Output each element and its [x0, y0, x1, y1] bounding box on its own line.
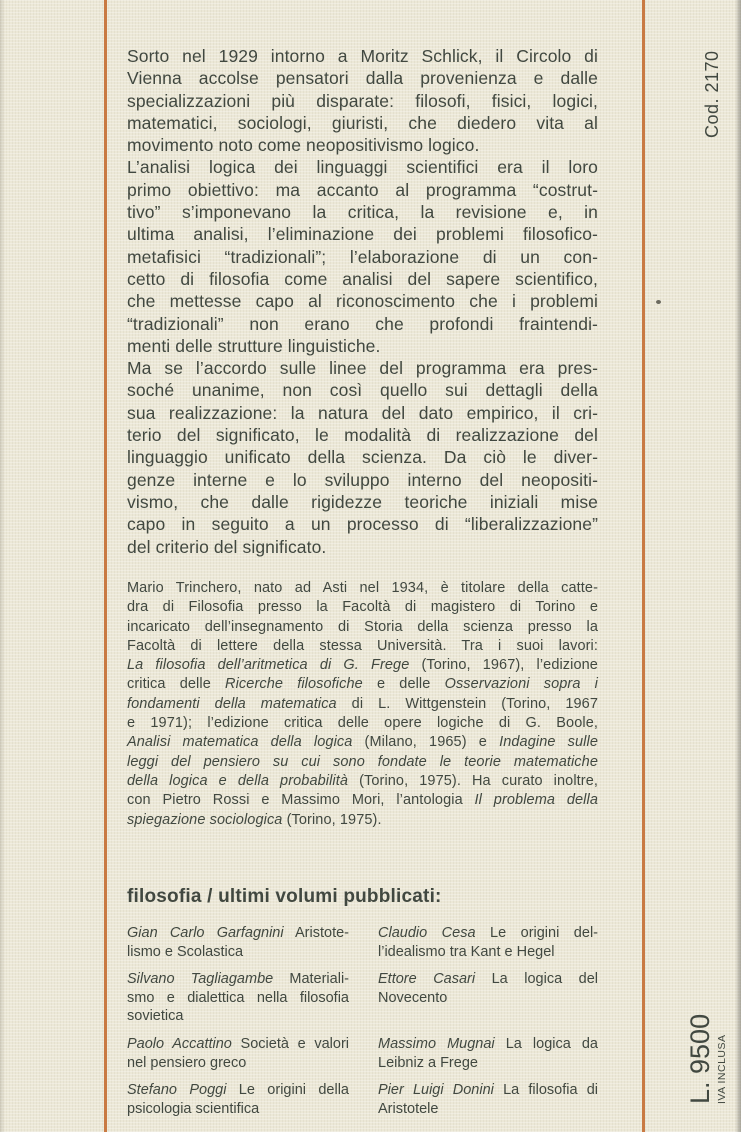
price-block [687, 1014, 728, 1104]
book-item [127, 1035, 349, 1072]
text-line: menti delle strutture linguistiche. [127, 335, 381, 356]
text-line: smo e dialettica nella filosofia [127, 989, 349, 1006]
text-line: Aristotele [378, 1100, 439, 1117]
text-line: Pier Luigi Donini La filosofia di [378, 1082, 598, 1099]
text-line: terio del significato, le modalità di realizzazione del [127, 425, 598, 446]
text-line: genze interne e lo sviluppo interno del neopositi- [127, 469, 598, 490]
text-line: ultima analisi, l’eliminazione dei problemi filosofico- [127, 224, 598, 245]
text-line: incaricato dell’insegnamento di Storia della scienza presso la [127, 618, 598, 635]
text-line: capo in seguito a un processo di “liberalizzazione” [127, 514, 598, 535]
book-item [378, 1081, 598, 1118]
text-line: Sorto nel 1929 intorno a Moritz Schlick, il Circolo di [127, 46, 598, 66]
catalog-row [127, 924, 598, 961]
paragraph [127, 45, 598, 156]
vat-label: IVA INCLUSA [716, 1034, 728, 1104]
text-line: Ettore Casari La logica del [378, 971, 599, 988]
text-line: e 1971); l’edizione critica delle opere logiche di G. Boole, [127, 715, 598, 732]
text-line: della logica e della probabilità (Torino, 1975). Ha curato inoltre, [127, 772, 598, 789]
text-line: movimento noto come neopositivismo logico. [127, 135, 480, 156]
text-line: Claudio Cesa Le origini del- [378, 925, 598, 941]
blurb [127, 45, 598, 558]
scan-right-edge-shadow [735, 0, 741, 1132]
code-label: Cod. 2170 [702, 50, 722, 138]
text-line: dra di Filosofia presso la Facoltà di magistero di Torino e [127, 599, 598, 616]
text-line: vismo, che dalle rigidezze teoriche iniziali mise [127, 491, 598, 512]
catalog-heading: filosofia / ultimi volumi pubblicati: [127, 886, 442, 907]
text-line: sovietica [127, 1008, 184, 1025]
text-line: Vienna accolse pensatori dalla provenienza e dalle [127, 68, 598, 89]
catalog-row [127, 1035, 598, 1072]
text-line: specializzazioni più disparate: filosofi, fisici, logici, [127, 90, 598, 111]
left-orange-rule [104, 0, 107, 1132]
text-line: cetto di filosofia come analisi del sapere scientifico, [127, 268, 598, 289]
text-line: Paolo Accattino Società e valori [127, 1035, 349, 1052]
catalog-list [127, 924, 598, 1127]
text-line: lismo e Scolastica [127, 943, 244, 960]
book-item [378, 1035, 598, 1072]
text-line: spiegazione sociologica (Torino, 1975). [127, 811, 382, 828]
ink-speck [656, 300, 661, 304]
text-line: fondamenti della matematica di L. Wittgenstein (Torino, 1967 [127, 695, 599, 712]
text-line: psicologia scientifica [127, 1100, 260, 1117]
paragraph [127, 357, 598, 558]
text-line: l’idealismo tra Kant e Hegel [378, 943, 555, 960]
text-line: leggi del pensiero su cui sono fondate le teorie matematiche [127, 753, 598, 770]
text-line: soché unanime, non così quello sui dettagli della [127, 380, 598, 401]
right-orange-rule [642, 0, 645, 1132]
text-line: primo obiettivo: ma accanto al programma “costrut- [127, 179, 598, 200]
text-line: sua realizzazione: la natura del dato empirico, il cri- [127, 402, 598, 423]
text-line: metafisici “tradizionali”; l’elaborazione di un con- [127, 246, 598, 267]
text-line: del criterio del significato. [127, 536, 327, 557]
text-line: critica delle Ricerche filosofiche e delle Osservazioni sopra i [127, 676, 598, 693]
text-line: Massimo Mugnai La logica da [378, 1035, 598, 1052]
price-label: L. 9500 [685, 1013, 715, 1104]
text-line: Leibniz a Frege [378, 1054, 478, 1071]
scan-left-edge-shadow [0, 0, 5, 1132]
book-item [378, 970, 598, 1026]
text-line: Facoltà di lettere della stessa Università. Tra i suoi lavori: [127, 637, 598, 654]
book-item [127, 924, 349, 961]
text-line: “tradizionali” non erano che profondi fraintendi- [127, 313, 598, 334]
catalog-row [127, 970, 598, 1026]
paragraph [127, 156, 598, 357]
text-line: Mario Trinchero, nato ad Asti nel 1934, è titolare della catte- [127, 580, 598, 596]
text-line: che mettesse capo al riconoscimento che i problemi [127, 291, 598, 312]
text-line: Novecento [378, 989, 448, 1006]
book-item [127, 970, 349, 1026]
text-line: tivo” s’imponevano la critica, la revisione e, in [127, 202, 598, 223]
text-line: Stefano Poggi Le origini della [127, 1082, 349, 1099]
text-line: linguaggio unificato della scienza. Da ciò le diver- [127, 447, 598, 468]
text-line: nel pensiero greco [127, 1054, 247, 1071]
text-line: matematici, sociologi, giuristi, che diedero vita al [127, 112, 598, 133]
text-line: Ma se l’accordo sulle linee del programma era pres- [127, 358, 598, 379]
text-line: La filosofia dell’aritmetica di G. Frege (Torino, 1967), l’edizione [127, 657, 598, 674]
book-item [378, 924, 598, 961]
text-line: con Pietro Rossi e Massimo Mori, l’antologia Il problema della [127, 792, 598, 809]
book-item [127, 1081, 349, 1118]
text-line: L’analisi logica dei linguaggi scientifici era il loro [127, 157, 598, 178]
catalog-row [127, 1081, 598, 1118]
text-line: Gian Carlo Garfagnini Aristote- [127, 925, 349, 941]
text-line: Analisi matematica della logica (Milano, 1965) e Indagine sulle [127, 734, 598, 751]
text-line: Silvano Tagliagambe Materiali- [127, 971, 349, 988]
bio [127, 579, 598, 830]
